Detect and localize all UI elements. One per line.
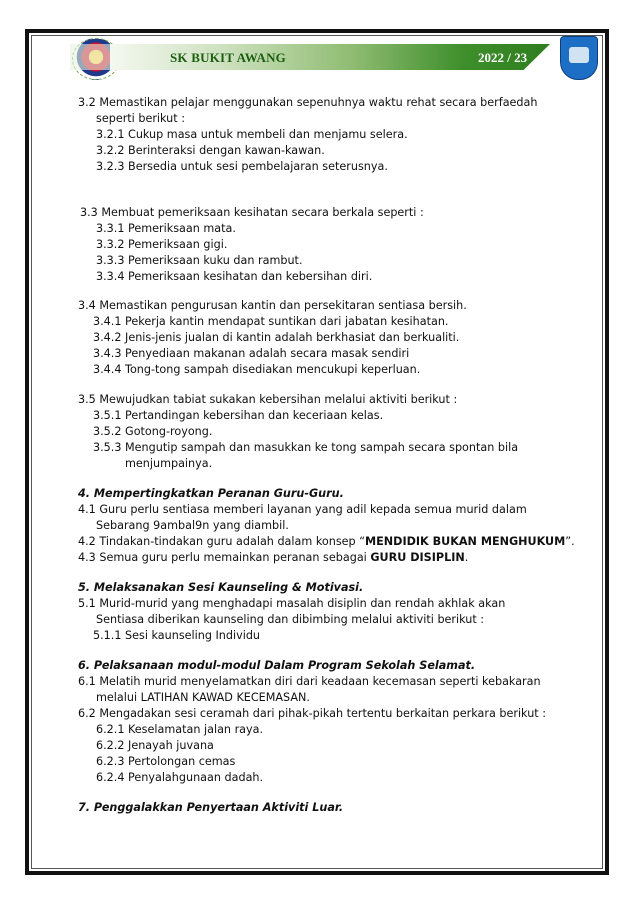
text-line: 3.4 Memastikan pengurusan kantin dan persekitaran sentiasa bersih. (78, 299, 467, 312)
text-line (78, 550, 468, 566)
text-line: 3.5.1 Pertandingan kebersihan dan keceriaan kelas. (93, 409, 384, 422)
text-span: 4.3 Semua guru perlu memainkan peranan sebagai (78, 551, 371, 564)
text-line: 6.2.1 Keselamatan jalan raya. (96, 723, 264, 736)
text-line: 3.3.3 Pemeriksaan kuku dan rambut. (96, 254, 303, 267)
text-line (78, 534, 575, 550)
text-line: seperti berikut : (96, 112, 185, 125)
text-line: 5.1 Murid-murid yang menghadapi masalah disiplin dan rendah akhlak akan (78, 597, 506, 610)
text-span: ”. (565, 535, 575, 548)
text-line: 3.3.1 Pemeriksaan mata. (96, 222, 236, 235)
text-line: 3.3.4 Pemeriksaan kesihatan dan kebersihan diri. (96, 270, 373, 283)
text-span: 4.2 Tindakan-tindakan guru adalah dalam konsep “ (78, 535, 366, 548)
text-line: 3.2.3 Bersedia untuk sesi pembelajaran seterusnya. (96, 160, 388, 173)
text-span: . (464, 551, 469, 564)
text-line: 6.2.2 Jenayah juvana (96, 739, 214, 752)
text-line: 3.5.3 Mengutip sampah dan masukkan ke tong sampah secara spontan bila (93, 441, 519, 454)
school-name: SK BUKIT AWANG (170, 50, 286, 65)
text-line: 6.2.4 Penyalahgunaan dadah. (96, 771, 264, 784)
text-line: 3.3.2 Pemeriksaan gigi. (96, 238, 228, 251)
section-heading: 7. Penggalakkan Penyertaan Aktiviti Luar. (78, 801, 344, 814)
text-line: 3.3 Membuat pemeriksaan kesihatan secara berkala seperti : (80, 206, 424, 219)
text-line: 3.2.1 Cukup masa untuk membeli dan menjamu selera. (96, 128, 408, 141)
session-year: 2022 / 23 (478, 50, 528, 65)
section-heading: 5. Melaksanakan Sesi Kaunseling & Motivasi. (78, 581, 364, 594)
text-line: 5.1.1 Sesi kaunseling Individu (93, 629, 261, 642)
text-line: 4.1 Guru perlu sentiasa memberi layanan yang adil kepada semua murid dalam (78, 503, 527, 516)
text-line: 3.4.3 Penyediaan makanan adalah secara masak sendiri (93, 347, 410, 360)
text-line: 6.1 Melatih murid menyelamatkan diri dari keadaan kecemasan seperti kebakaran (78, 675, 541, 688)
text-line: Sebarang 9ambal9n yang diambil. (96, 519, 289, 532)
text-line: 6.2 Mengadakan sesi ceramah dari pihak-pikah tertentu berkaitan perkara berikut : (78, 707, 546, 720)
text-line: 3.5.2 Gotong-royong. (93, 425, 213, 438)
text-line: menjumpainya. (125, 457, 213, 470)
text-line: Sentiasa diberikan kaunseling dan dibimbing melalui aktiviti berikut : (96, 613, 485, 626)
text-line: 3.4.1 Pekerja kantin mendapat suntikan dari jabatan kesihatan. (93, 315, 449, 328)
bold-text: GURU DISIPLIN (370, 551, 465, 564)
text-line: 3.4.4 Tong-tong sampah disediakan mencukupi keperluan. (93, 363, 421, 376)
text-line: 3.5 Mewujudkan tabiat sukakan kebersihan melalui aktiviti berikut : (78, 393, 458, 406)
text-line: 6.2.3 Pertolongan cemas (96, 755, 236, 768)
text-line: 3.2.2 Berinteraksi dengan kawan-kawan. (96, 144, 325, 157)
section-heading: 6. Pelaksanaan modul-modul Dalam Program Sekolah Selamat. (78, 659, 476, 672)
bold-text: MENDIDIK BUKAN MENGHUKUM (365, 535, 566, 548)
text-line: 3.4.2 Jenis-jenis jualan di kantin adalah berkhasiat dan berkualiti. (93, 331, 460, 344)
text-line: 3.2 Memastikan pelajar menggunakan sepenuhnya waktu rehat secara berfaedah (78, 96, 538, 109)
section-heading: 4. Mempertingkatkan Peranan Guru-Guru. (78, 487, 344, 500)
text-line: melalui LATIHAN KAWAD KECEMASAN. (96, 691, 310, 704)
